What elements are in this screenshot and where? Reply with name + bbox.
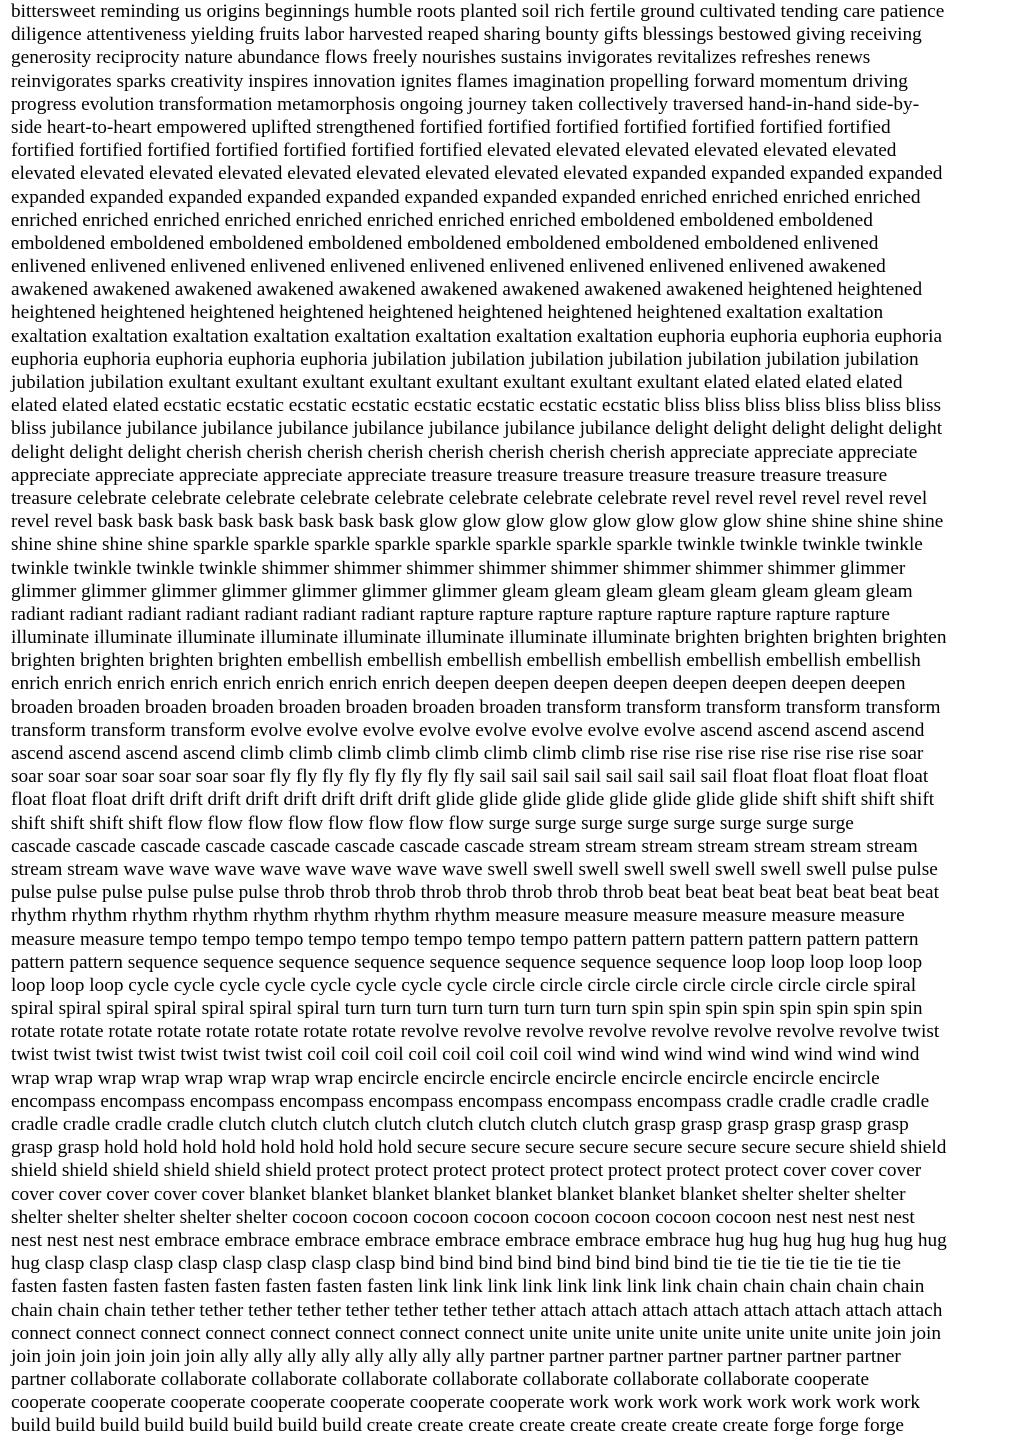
text-line: measure measure tempo tempo tempo tempo tempo tempo tempo tempo pattern pattern pattern pattern pattern pattern <box>11 928 919 950</box>
text-line: hug clasp clasp clasp clasp clasp clasp clasp clasp bind bind bind bind bind bind bind bind tie tie tie tie tie tie tie tie <box>11 1253 901 1275</box>
text-line: expanded expanded expanded expanded expanded expanded expanded expanded enriched enriched enriched enriched <box>11 186 921 208</box>
text-line: radiant radiant radiant radiant radiant radiant radiant rapture rapture rapture rapture rapture rapture rapture rapture <box>11 603 890 625</box>
text-line: partner collaborate collaborate collaborate collaborate collaborate collaborate collaborate collaborate cooperate <box>11 1369 870 1391</box>
text-line: enlivened enlivened enlivened enlivened enlivened enlivened enlivened enlivened enlivened enlivened awakened <box>11 256 886 278</box>
text-line: grasp grasp hold hold hold hold hold hold hold hold secure secure secure secure secure secure secure secure shield shield <box>11 1137 947 1159</box>
text-line: shine shine shine shine sparkle sparkle sparkle sparkle sparkle sparkle sparkle sparkle twinkle twinkle twinkle twinkle <box>11 534 923 556</box>
text-line: spiral spiral spiral spiral spiral spiral spiral turn turn turn turn turn turn turn turn spin spin spin spin spin spin spin spin <box>11 998 923 1020</box>
text-line: stream stream wave wave wave wave wave wave wave wave swell swell swell swell swell swell swell swell pulse pulse <box>11 858 938 880</box>
text-line: elevated elevated elevated elevated elevated elevated elevated elevated elevated expanded expanded expanded expanded <box>11 163 943 185</box>
text-line: heightened heightened heightened heightened heightened heightened heightened heightened exaltation exaltation <box>11 302 884 324</box>
text-line: rhythm rhythm rhythm rhythm rhythm rhythm rhythm rhythm measure measure measure measure measure measure <box>11 905 905 927</box>
text-line: cascade cascade cascade cascade cascade cascade cascade cascade stream stream stream stream stream stream stream <box>11 835 918 857</box>
text-line: exaltation exaltation exaltation exaltation exaltation exaltation exaltation exaltation euphoria euphoria euphoria euphoria <box>11 325 943 347</box>
text-line: revel revel bask bask bask bask bask bask bask bask glow glow glow glow glow glow glow glow shine shine shine shine <box>11 511 944 533</box>
text-line: jubilation jubilation exultant exultant exultant exultant exultant exultant exultant exultant elated elated elated elated <box>11 372 903 393</box>
text-line: twinkle twinkle twinkle twinkle shimmer shimmer shimmer shimmer shimmer shimmer shimmer shimmer glimmer <box>11 557 906 579</box>
text-line: enrich enrich enrich enrich enrich enrich enrich enrich deepen deepen deepen deepen deepen deepen deepen deepen <box>11 673 906 695</box>
text-line: join join join join join join ally ally ally ally ally ally ally ally partner partner partner partner partner partner partner <box>11 1345 901 1367</box>
text-line: nest nest nest nest embrace embrace embrace embrace embrace embrace embrace embrace hug hug hug hug hug hug hug <box>11 1229 947 1251</box>
text-line: enriched enriched enriched enriched enriched enriched enriched enriched emboldened emboldened emboldened <box>11 209 873 231</box>
text-line: fasten fasten fasten fasten fasten fasten fasten fasten link link link link link link link link chain chain chain chain chain <box>11 1276 925 1298</box>
text-line: build build build build build build build build create create create create create create create create forge forge forge <box>11 1415 904 1437</box>
text-line: connect connect connect connect connect connect connect connect unite unite unite unite unite unite unite unite join join <box>11 1322 941 1344</box>
text-line: reinvigorates sparks creativity inspires innovation ignites flames imagination propelling forward momentum driving <box>11 70 908 92</box>
text-line: shield shield shield shield shield shield protect protect protect protect protect protect protect protect cover cover cover <box>11 1160 922 1182</box>
text-line: illuminate illuminate illuminate illuminate illuminate illuminate illuminate illuminate brighten brighten brighten brighten <box>11 627 947 649</box>
text-line: side heart-to-heart empowered uplifted strengthened fortified fortified fortified fortified fortified fortified fortified <box>11 116 891 138</box>
text-line: broaden broaden broaden broaden broaden broaden broaden broaden transform transform transform transform transform <box>11 696 941 718</box>
text-line: pattern pattern sequence sequence sequence sequence sequence sequence sequence sequence loop loop loop loop loop <box>11 951 923 973</box>
text-line: shift shift shift shift flow flow flow flow flow flow flow flow surge surge surge surge surge surge surge surge <box>11 812 854 834</box>
text-line: appreciate appreciate appreciate appreciate appreciate treasure treasure treasure treasure treasure treasure treasure <box>11 464 888 486</box>
text-line: euphoria euphoria euphoria euphoria euphoria jubilation jubilation jubilation jubilation jubilation jubilation jubilation <box>11 348 919 370</box>
text-line: fortified fortified fortified fortified fortified fortified fortified elevated elevated elevated elevated elevated elevated <box>11 140 897 162</box>
text-line: diligence attentiveness yielding fruits labor harvested reaped sharing bounty gifts blessings bestowed giving receiving <box>11 24 922 46</box>
text-line: loop loop loop cycle cycle cycle cycle cycle cycle cycle cycle circle circle circle circle circle circle circle circle spiral <box>11 974 917 996</box>
text-line: delight delight delight cherish cherish cherish cherish cherish cherish cherish cherish appreciate appreciate appreciate <box>11 441 918 463</box>
text-line: chain chain chain tether tether tether tether tether tether tether tether attach attach attach attach attach attach attach attach <box>11 1299 943 1321</box>
text-line: float float float drift drift drift drift drift drift drift drift glide glide glide glide glide glide glide glide shift shift shift shift <box>11 789 935 811</box>
text-line: ascend ascend ascend ascend climb climb climb climb climb climb climb climb rise rise rise rise rise rise rise rise soar <box>11 743 924 764</box>
text-line: shelter shelter shelter shelter shelter cocoon cocoon cocoon cocoon cocoon cocoon cocoon cocoon nest nest nest nest <box>11 1206 915 1228</box>
body-text <box>11 0 947 1438</box>
text-line: awakened awakened awakened awakened awakened awakened awakened awakened awakened heightened heightened <box>11 279 923 301</box>
text-line: wrap wrap wrap wrap wrap wrap wrap wrap encircle encircle encircle encircle encircle encircle encircle encircle <box>11 1067 880 1089</box>
text-line: cradle cradle cradle cradle clutch clutch clutch clutch clutch clutch clutch clutch grasp grasp grasp grasp grasp grasp <box>11 1114 909 1135</box>
text-line: encompass encompass encompass encompass encompass encompass encompass encompass cradle cradle cradle cradle <box>11 1090 930 1112</box>
text-line: rotate rotate rotate rotate rotate rotate rotate rotate revolve revolve revolve revolve revolve revolve revolve revolve twist <box>11 1021 940 1043</box>
text-line: transform transform transform evolve evolve evolve evolve evolve evolve evolve evolve ascend ascend ascend ascend <box>11 719 925 741</box>
text-line: cover cover cover cover cover blanket blanket blanket blanket blanket blanket blanket blanket shelter shelter shelter <box>11 1183 906 1205</box>
text-line: treasure celebrate celebrate celebrate celebrate celebrate celebrate celebrate celebrate revel revel revel revel revel revel <box>11 487 928 509</box>
text-line: bliss jubilance jubilance jubilance jubilance jubilance jubilance jubilance jubilance delight delight delight delight delight <box>11 418 943 440</box>
text-line: emboldened emboldened emboldened emboldened emboldened emboldened emboldened emboldened enlivened <box>11 232 879 254</box>
text-line: generosity reciprocity nature abundance flows freely nourishes sustains invigorates revitalizes refreshes renews <box>11 47 871 69</box>
text-line: pulse pulse pulse pulse pulse pulse throb throb throb throb throb throb throb throb beat beat beat beat beat beat beat beat <box>11 882 939 904</box>
text-line: brighten brighten brighten brighten embellish embellish embellish embellish embellish embellish embellish embellish <box>11 650 921 672</box>
text-line: twist twist twist twist twist twist twist coil coil coil coil coil coil coil coil wind wind wind wind wind wind wind wind <box>11 1044 920 1066</box>
text-line: glimmer glimmer glimmer glimmer glimmer glimmer glimmer gleam gleam gleam gleam gleam gleam gleam gleam <box>11 580 913 602</box>
text-line: progress evolution transformation metamorphosis ongoing journey taken collectively traversed hand-in-hand side-by- <box>11 93 920 115</box>
text-line: cooperate cooperate cooperate cooperate cooperate cooperate cooperate work work work work work work work work <box>11 1392 921 1414</box>
text-line: bittersweet reminding us origins beginnings humble roots planted soil rich fertile ground cultivated tending care patience <box>11 1 945 22</box>
text-line: elated elated elated ecstatic ecstatic ecstatic ecstatic ecstatic ecstatic ecstatic ecstatic bliss bliss bliss bliss bliss bliss bliss <box>11 395 942 417</box>
text-line: soar soar soar soar soar soar soar fly fly fly fly fly fly fly fly sail sail sail sail sail sail sail sail float float float float float <box>11 766 929 788</box>
